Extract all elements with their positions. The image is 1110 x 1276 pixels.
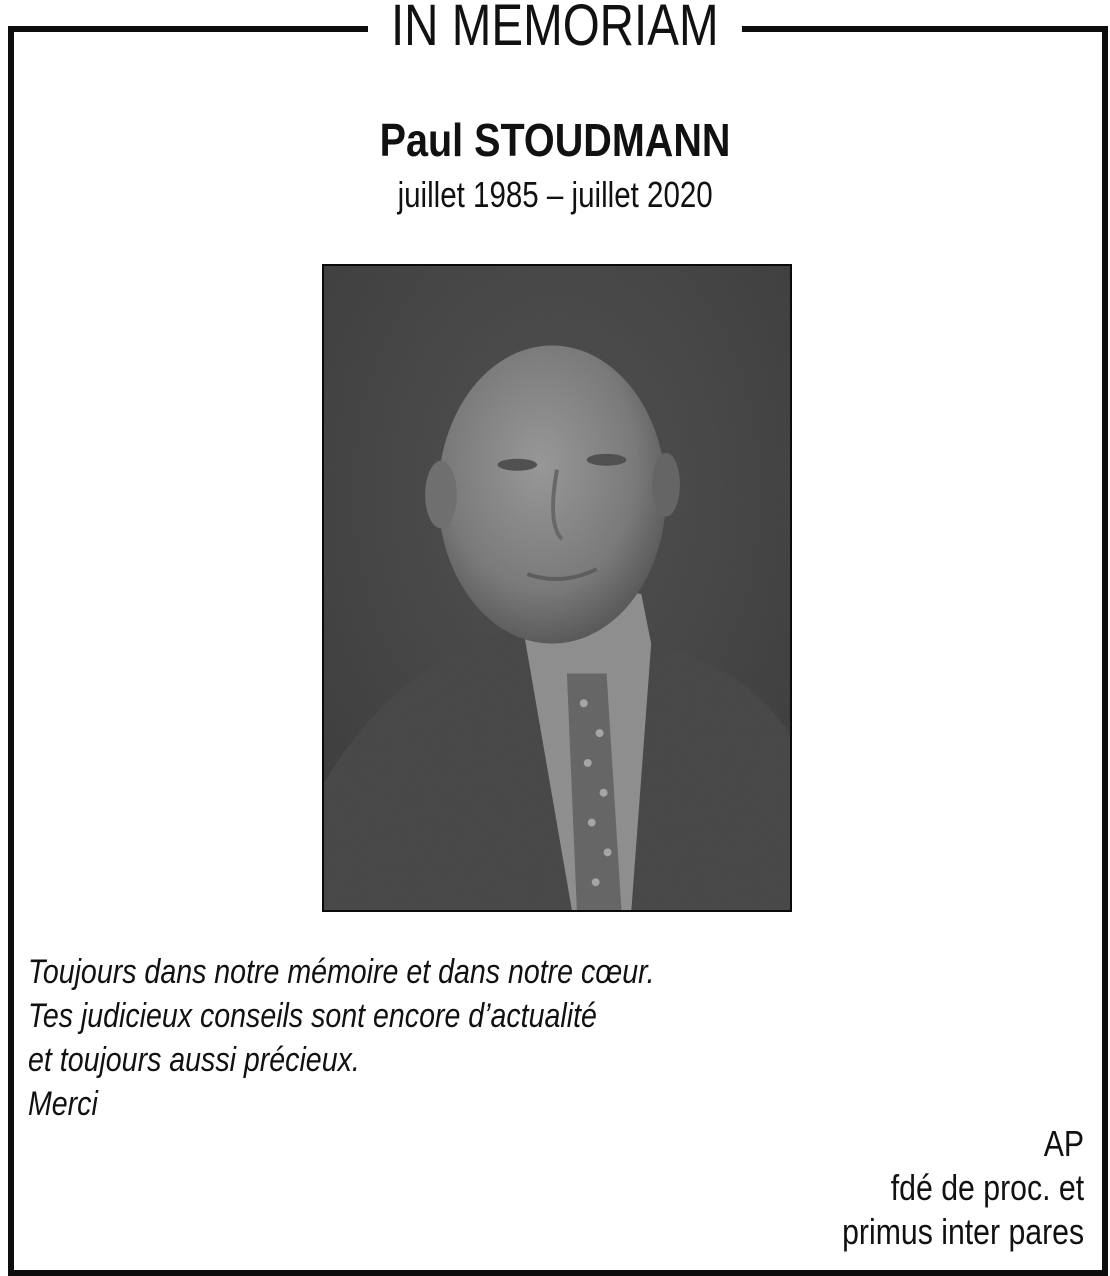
signature-block [796, 1122, 1084, 1254]
message-line: et toujours aussi précieux. [28, 1041, 360, 1079]
person-dates: juillet 1985 – juillet 2020 [397, 174, 713, 215]
portrait-photo [322, 264, 792, 912]
message-line: Toujours dans notre mémoire et dans notre cœur. [28, 953, 655, 991]
message-line: Merci [28, 1085, 98, 1123]
person-name: Paul STOUDMANN [379, 114, 731, 166]
signature-line: AP [1043, 1123, 1084, 1164]
signature-line: primus inter pares [841, 1211, 1084, 1252]
signature-line: fdé de proc. et [890, 1167, 1084, 1208]
message-line: Tes judicieux conseils sont encore d’actualité [28, 997, 597, 1035]
portrait-image [324, 266, 790, 910]
header-title [0, 0, 1110, 60]
header-title-text: IN MEMORIAM [368, 0, 742, 60]
memorial-message [28, 950, 774, 1126]
